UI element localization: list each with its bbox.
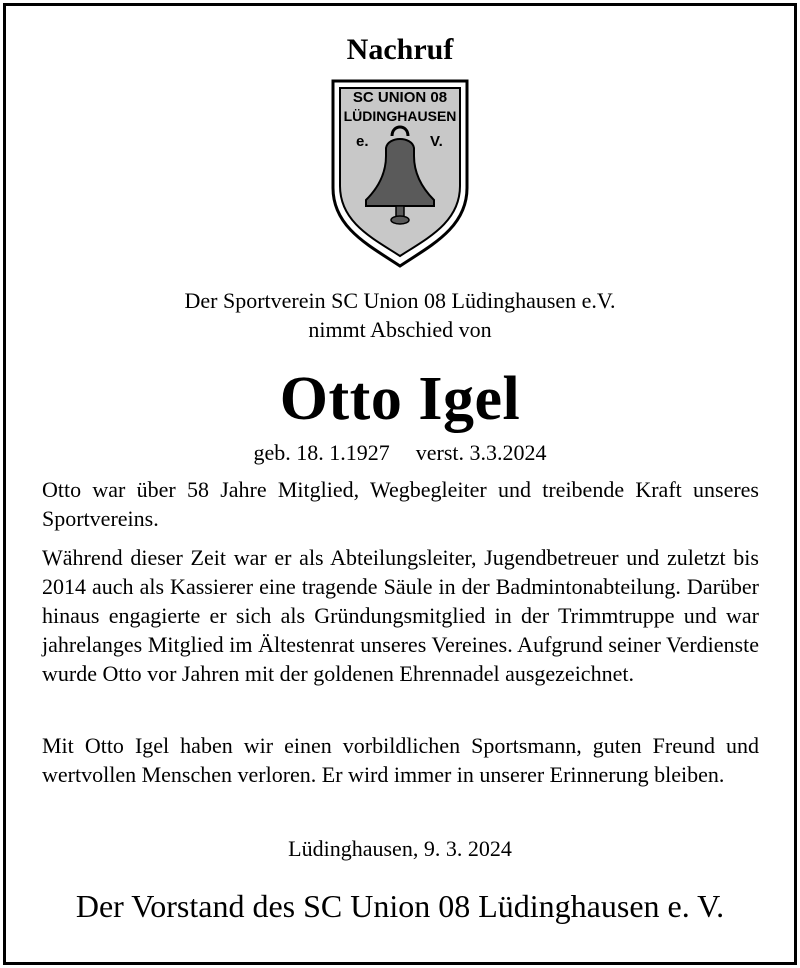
life-dates bbox=[0, 440, 800, 466]
place-date: Lüdinghausen, 9. 3. 2024 bbox=[288, 836, 512, 861]
club-logo bbox=[330, 78, 470, 268]
paragraph-2: Während dieser Zeit war er als Abteilungsleiter, Jugendbetreuer und zuletzt bis 2014 auch als Kassierer eine tragende Säule in der Badmintonabteilung. Darüber hinaus engagierte er sich als Gründungsmitglied in der Trimmtruppe und war jahrelanges Mitglied im Ältestenrat unseres Vereines. Aufgrund seiner Verdienste wurde Otto vor Jahren mit der goldenen Ehrennadel ausgezeichnet. bbox=[42, 545, 759, 686]
death-date: verst. 3.3.2024 bbox=[415, 440, 547, 465]
intro-text bbox=[0, 286, 800, 344]
intro-line-1: Der Sportverein SC Union 08 Lüdinghausen e.V. bbox=[184, 288, 616, 313]
paragraph-3: Mit Otto Igel haben wir einen vorbildlichen Sportsmann, guten Freund und wertvollen Menschen verloren. Er wird immer in unserer Erinnerung bleiben. bbox=[42, 733, 759, 787]
intro-line-2: nimmt Abschied von bbox=[308, 317, 492, 342]
logo-right-mark: V. bbox=[430, 133, 443, 150]
logo-left-mark: e. bbox=[356, 133, 369, 150]
logo-line2: LÜDINGHAUSEN bbox=[343, 108, 457, 124]
birth-date: geb. 18. 1.1927 bbox=[253, 440, 390, 465]
deceased-name: Otto Igel bbox=[279, 365, 521, 433]
heading: Nachruf bbox=[346, 33, 454, 66]
signature: Der Vorstand des SC Union 08 Lüdinghausen e. V. bbox=[75, 888, 725, 924]
logo-line1: SC UNION 08 bbox=[352, 89, 448, 106]
paragraph-1: Otto war über 58 Jahre Mitglied, Wegbegleiter und treibende Kraft unseres Sportvereins. bbox=[42, 477, 759, 531]
